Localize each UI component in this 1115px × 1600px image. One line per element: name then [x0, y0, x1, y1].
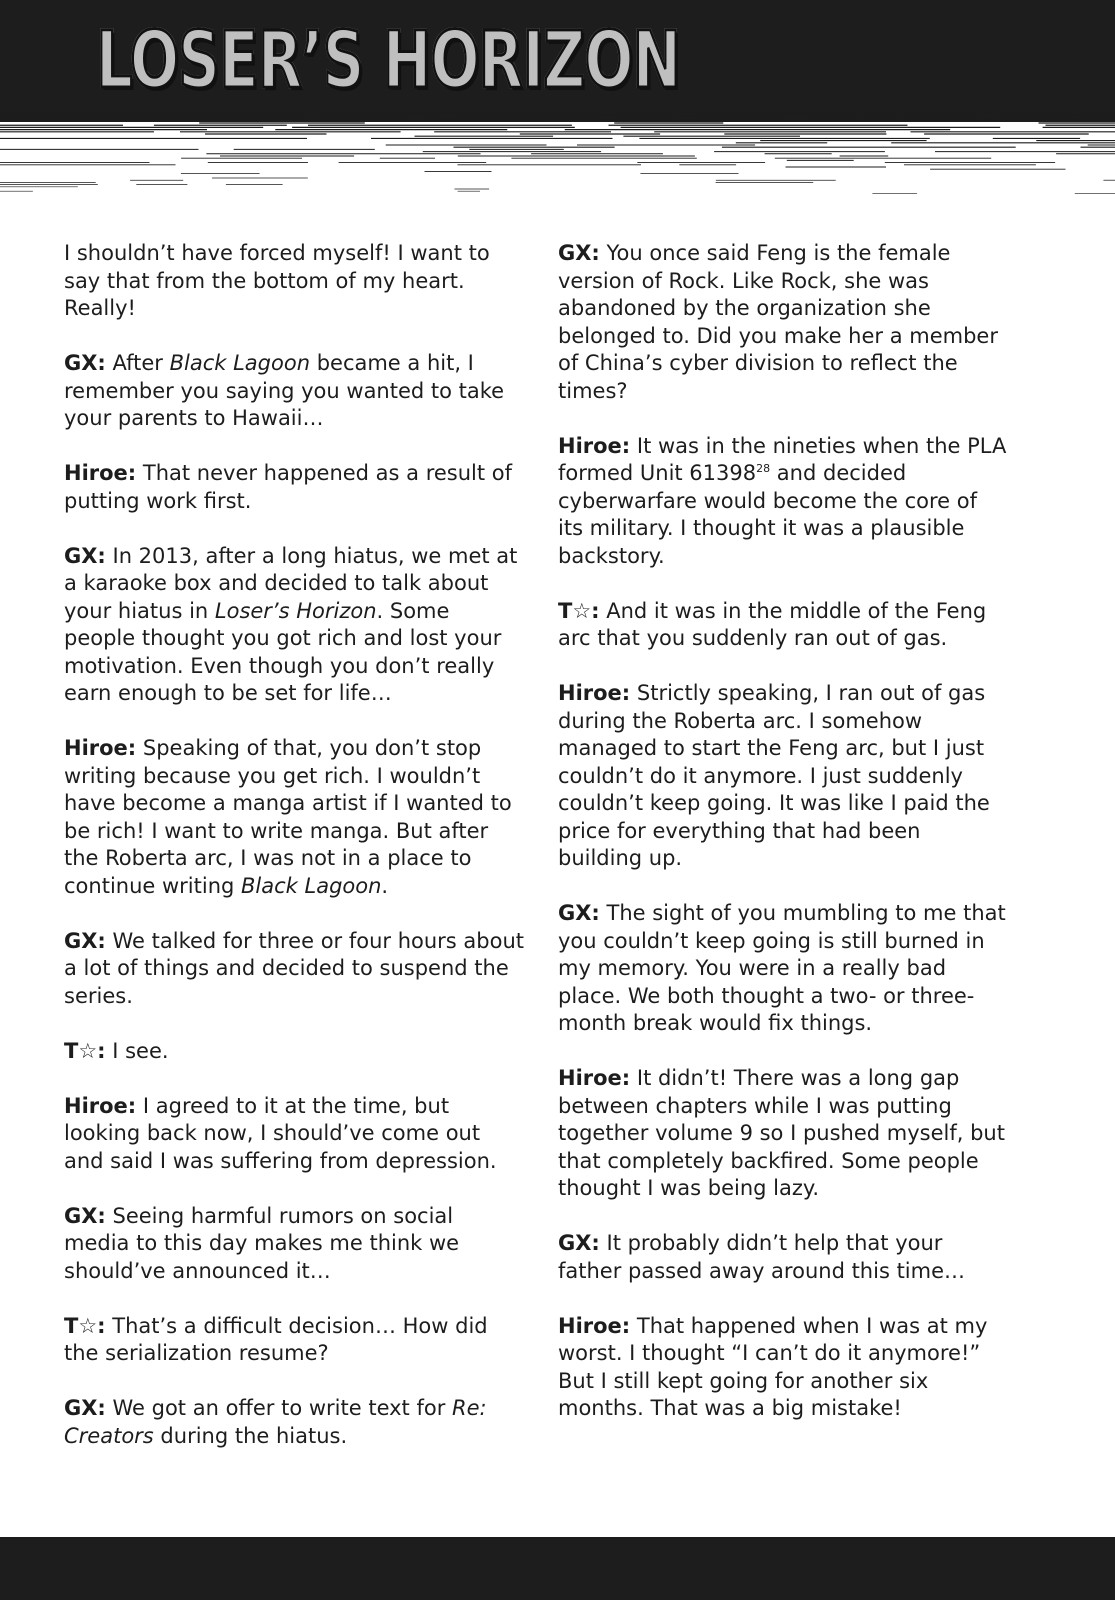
paragraph: Hiroe: That happened when I was at my worst. I thought “I can’t do it anymore!” But I still kept going for another six months. That was a big mistake! [558, 1313, 988, 1420]
page-title: LOSER’S HORIZON [96, 16, 681, 106]
footer-bar [0, 1537, 1115, 1600]
paragraph: T☆: That’s a difficult decision… How did the serialization resume? [64, 1313, 488, 1365]
paragraph: GX: After Black Lagoon became a hit, I remember you saying you wanted to take your parents to Hawaii… [64, 351, 505, 430]
paragraph: GX: You once said Feng is the female version of Rock. Like Rock, she was abandoned by the organization she belonged to. Did you make her a member of China’s cyber division to reflect the times? [558, 241, 998, 403]
paragraph: GX: In 2013, after a long hiatus, we met at a karaoke box and decided to talk about your hiatus in Loser’s Horizon. Some people thought you got rich and lost your motivation. Even though you don’t really earn enough to be set for life… [64, 543, 518, 705]
left-column [64, 240, 524, 1478]
paragraph: GX: We talked for three or four hours about a lot of things and decided to suspend the series. [64, 928, 525, 1008]
paragraph: Hiroe: It didn’t! There was a long gap between chapters while I was putting together volume 9 so I pushed myself, but that completely backfired. Some people thought I was being lazy. [558, 1066, 1005, 1200]
paragraph: GX: We got an offer to write text for Re: Creators during the hiatus. [64, 1396, 487, 1448]
paragraph: GX: It probably didn’t help that your father passed away around this time… [558, 1231, 966, 1283]
paragraph: I shouldn’t have forced myself! I want to say that from the bottom of my heart. Really! [64, 241, 490, 320]
paragraph: Hiroe: That never happened as a result of putting work first. [64, 461, 513, 513]
footnote-marker: 28 [756, 462, 771, 475]
right-column [558, 240, 1008, 1450]
paragraph: T☆: I see. [64, 1038, 169, 1063]
paragraph: Hiroe: Speaking of that, you don’t stop writing because you get rich. I wouldn’t have become a manga artist if I wanted to be rich! I want to write manga. But after the Roberta arc, I was not in a place to continue writing Black Lagoon. [64, 736, 512, 898]
paragraph: GX: The sight of you mumbling to me that you couldn’t keep going is still burned in my memory. You were in a really bad place. We both thought a two- or three-month break would fix things. [558, 901, 1006, 1035]
paragraph: Hiroe: It was in the nineties when the PLA formed Unit 61398$^{28}$ and decided cyberwarfare would become the core of its military. I thought it was a plausible backstory. [558, 433, 1007, 568]
paragraph: Hiroe: Strictly speaking, I ran out of gas during the Roberta arc. I somehow managed to start the Feng arc, but I just couldn’t do it anymore. I just suddenly couldn’t keep going. It was like I paid the price for everything that had been building up. [558, 681, 990, 870]
paragraph: GX: Seeing harmful rumors on social media to this day makes me think we should’ve announced it… [64, 1203, 460, 1283]
header-banner [0, 0, 1115, 200]
paragraph: T☆: And it was in the middle of the Feng arc that you suddenly ran out of gas. [558, 598, 987, 650]
paragraph: Hiroe: I agreed to it at the time, but looking back now, I should’ve come out and said I was suffering from depression. [64, 1093, 497, 1173]
